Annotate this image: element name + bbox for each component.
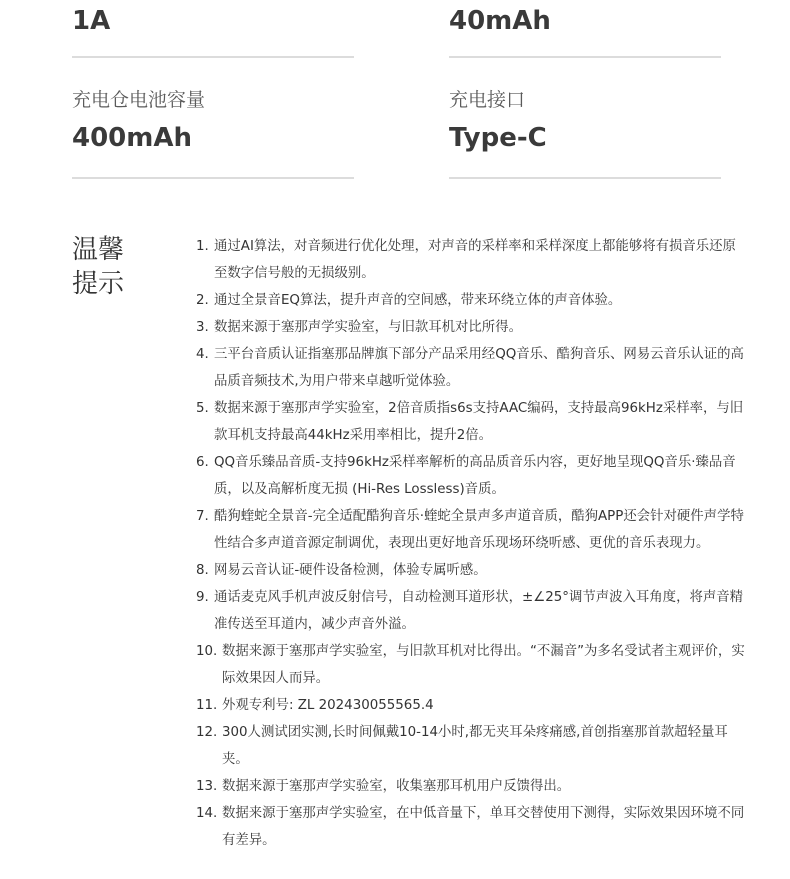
note-text: 数据来源于塞那声学实验室，收集塞那耳机用户反馈得出。: [222, 779, 571, 794]
list-item: [196, 314, 748, 341]
note-text: 数据来源于塞那声学实验室，在中低音量下，单耳交替使用下测得，实际效果因环境不同有差异。: [222, 806, 745, 848]
note-text: QQ音乐臻品音质-支持96kHz采样率解析的高品质音乐内容，更好地呈现QQ音乐·臻品音质，以及高解析度无损 (Hi-Res Lossless)音质。: [214, 455, 736, 497]
note-text: 酷狗蝰蛇全景音-完全适配酷狗音乐·蝰蛇全景声多声道音质，酷狗APP还会针对硬件声学特性结合多声道音源定制调优，表现出更好地音乐现场环绕听感、更优的音乐表现力。: [214, 509, 744, 551]
list-item: [196, 692, 748, 719]
note-text: 网易云音认证-硬件设备检测，体验专属听感。: [214, 563, 487, 578]
note-number: 6.: [196, 455, 209, 470]
note-text: 数据来源于塞那声学实验室，与旧款耳机对比所得。: [214, 320, 522, 335]
notes-list: [196, 233, 748, 854]
divider: [72, 177, 354, 179]
list-item: [196, 341, 748, 395]
note-text: 通过AI算法，对音频进行优化处理，对声音的采样率和采样深度上都能够将有损音乐还原至数字信号般的无损级别。: [214, 239, 736, 281]
spec-value-earbud-battery: 40mAh: [449, 6, 551, 36]
list-item: [196, 449, 748, 503]
note-number: 1.: [196, 239, 209, 254]
spec-value-case-battery: 400mAh: [72, 123, 192, 153]
list-item: [196, 638, 748, 692]
list-item: [196, 503, 748, 557]
note-number: 3.: [196, 320, 209, 335]
note-number: 11.: [196, 698, 218, 713]
list-item: [196, 773, 748, 800]
spec-label-case-battery: 充电仓电池容量: [72, 89, 206, 111]
note-number: 14.: [196, 806, 218, 821]
note-text: 数据来源于塞那声学实验室，与旧款耳机对比得出。“不漏音”为多名受试者主观评价，实际效果因人而异。: [222, 644, 745, 686]
list-item: [196, 395, 748, 449]
list-item: [196, 800, 748, 854]
note-number: 7.: [196, 509, 209, 524]
list-item: [196, 557, 748, 584]
note-text: 三平台音质认证指塞那品牌旗下部分产品采用经QQ音乐、酷狗音乐、网易云音乐认证的高品质音频技术,为用户带来卓越听觉体验。: [214, 347, 744, 389]
list-item: [196, 233, 748, 287]
list-item: [196, 287, 748, 314]
note-number: 8.: [196, 563, 209, 578]
divider: [449, 56, 721, 58]
note-text: 通过全景音EQ算法，提升声音的空间感，带来环绕立体的声音体验。: [214, 293, 622, 308]
notes-title: 温馨提示: [72, 235, 125, 299]
note-text: 数据来源于塞那声学实验室，2倍音质指s6s支持AAC编码，支持最高96kHz采样率，与旧款耳机支持最高44kHz采用率相比，提升2倍。: [214, 401, 744, 443]
note-text: 通话麦克风手机声波反射信号，自动检测耳道形状，±∠25°调节声波入耳角度，将声音精准传送至耳道内，减少声音外溢。: [214, 590, 744, 632]
note-text: 外观专利号: ZL 202430055565.4: [222, 698, 434, 713]
list-item: [196, 584, 748, 638]
list-item: [196, 719, 748, 773]
divider: [449, 177, 721, 179]
note-number: 2.: [196, 293, 209, 308]
note-number: 10.: [196, 644, 218, 659]
spec-value-current: 1A: [72, 6, 111, 36]
note-number: 9.: [196, 590, 209, 605]
note-number: 4.: [196, 347, 209, 362]
divider: [72, 56, 354, 58]
spec-value-charging-port: Type-C: [449, 123, 547, 153]
note-number: 13.: [196, 779, 218, 794]
note-text: 300人测试团实测,长时间佩戴10-14小时,都无夹耳朵疼痛感,首创指塞那首款超轻量耳夹。: [222, 725, 728, 767]
note-number: 5.: [196, 401, 209, 416]
spec-label-charging-port: 充电接口: [449, 89, 526, 111]
note-number: 12.: [196, 725, 218, 740]
